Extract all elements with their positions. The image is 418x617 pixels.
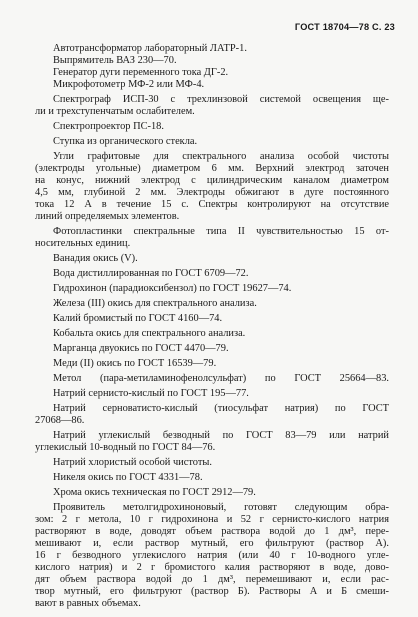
text-line: Хрома окись техническая по ГОСТ 2912—79. [53,487,256,498]
text-line: Выпрямитель ВАЗ 230—70. [53,55,177,66]
text-line: мешивают и, если раствор мутный, его фильтруют (раствор А). [35,538,389,549]
page-header: ГОСТ 18704—78 С. 23 [294,22,395,32]
text-line: Калий бромистый по ГОСТ 4160—74. [53,313,223,324]
text-line: 27068—86. [35,415,85,426]
text-line: Натрий углекислый безводный по ГОСТ 83—79 или натрий [53,430,389,441]
text-line: дят объем раствора водой до 1 дм³, перемешивают и, если рас- [35,574,389,585]
text-line: на конус, нижний электрод с цилиндрическим каналом диаметром [35,175,389,186]
document-body [35,43,389,610]
text-line: Автотрансформатор лабораторный ЛАТР-1. [53,43,247,54]
text-line: кислого натрия) и 2 г бромистого калия растворяют в воде, дово- [35,562,389,573]
text-line: Метол (пара-метиламинофенолсульфат) по ГОСТ 25664—83. [53,373,389,384]
text-line: 4,5 мм, глубиной 2 мм. Электроды обжигают в дуге постоянного [35,187,389,198]
text-line: Проявитель метолгидрохиноновый, готовят следующим обра- [53,502,389,513]
text-line: растворяют в воде, доводят объем раствора водой до 1 дм³, пере- [35,526,389,537]
text-line: Вода дистиллированная по ГОСТ 6709—72. [53,268,249,279]
text-line: Ванадия окись (V). [53,253,138,264]
text-line: линий определяемых элементов. [35,211,180,222]
text-line: (электроды угольные) диаметром 6 мм. Верхний электрод заточен [35,163,389,174]
text-line: ли и трехступенчатым ослабителем. [35,106,195,117]
text-line: Никеля окись по ГОСТ 4331—78. [53,472,203,483]
text-line: Кобальта окись для спектрального анализа. [53,328,246,339]
text-line: 16 г безводного углекислого натрия (или 40 г 10-водного угле- [35,550,389,561]
text-line: носительных единиц. [35,238,131,249]
text-line: Спектропроектор ПС-18. [53,121,164,132]
text-line: Натрий сернисто-кислый по ГОСТ 195—77. [53,388,249,399]
text-line: вают в равных объемах. [35,598,141,609]
text-line: Спектрограф ИСП-30 с трехлинзовой системой освещения ще- [53,94,389,105]
text-line: Микрофотометр МФ-2 или МФ-4. [53,79,205,90]
text-line: углекислый 10-водный по ГОСТ 84—76. [35,442,216,453]
text-line: Угли графитовые для спектрального анализа особой чистоты [53,151,389,162]
text-line: Натрий хлористый особой чистоты. [53,457,212,468]
text-line: Ступка из органического стекла. [53,136,198,147]
text-line: Фотопластинки спектральные типа II чувствительностью 15 от- [53,226,389,237]
text-line: Гидрохинон (парадиоксибензол) по ГОСТ 19627—74. [53,283,292,294]
text-line: Генератор дуги переменного тока ДГ-2. [53,67,229,78]
text-line: Натрий серноватисто-кислый (тиосульфат натрия) по ГОСТ [53,403,389,414]
text-line: твор мутный, его фильтруют (раствор Б). Растворы А и Б смеши- [35,586,389,597]
text-line: Меди (II) окись по ГОСТ 16539—79. [53,358,217,369]
text-line: Железа (III) окись для спектрального анализа. [53,298,257,309]
text-line: зом: 2 г метола, 10 г гидрохинона и 52 г сернисто-кислого натрия [35,514,389,525]
text-line: Марганца двуокись по ГОСТ 4470—79. [53,343,229,354]
text-line: тока 12 А в течение 15 с. Спектры контролируют на отсутствие [35,199,389,210]
